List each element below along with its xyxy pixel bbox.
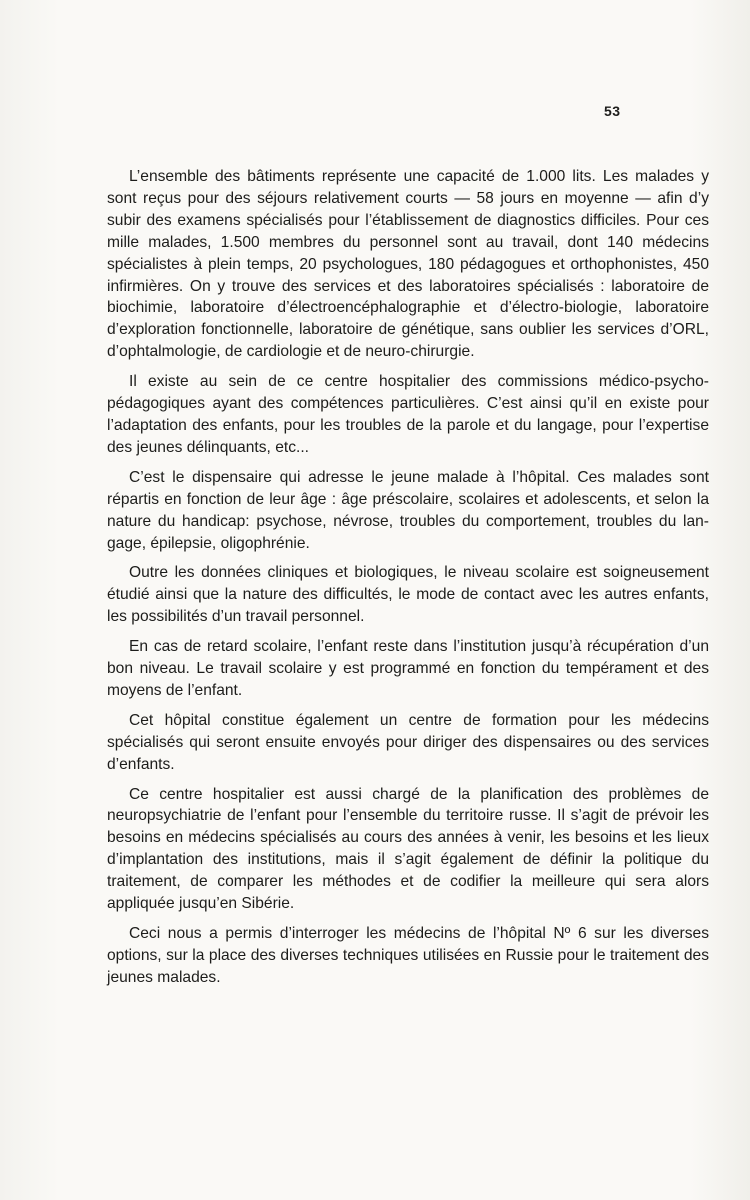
page-body [107,166,709,997]
paragraph-3: C’est le dispensaire qui adresse le jeune malade à l’hôpital. Ces malades sont répartis en fonction de leur âge : âge préscolaire, scolaires et adolescents, et selon la nature du handicap: psychose, névrose, troubles du comportement, troubles du langage, épilepsie, oligophrénie. [107,468,709,552]
paragraph-7: Ce centre hospitalier est aussi chargé de la planification des problèmes de neuropsychiatrie de l’enfant pour l’ensemble du territoire russe. Il s’agit de prévoir les besoins en médecins spécialisés au cours des années à venir, les besoins et les lieux d’implantation des institutions, mais il s’agit également de définir la politique du traitement, de comparer les méthodes et de codifier la meilleure qui sera alors appliquée jusqu’en Sibérie. [107,785,709,913]
paragraph-1: L’ensemble des bâtiments représente une capacité de 1.000 lits. Les malades y sont reçus pour des séjours relativement courts — 58 jours en moyenne — afin d’y subir des examens spécialisés pour l’établissement de diagnostics difficiles. Pour ces mille malades, 1.500 membres du personnel sont au travail, dont 140 médecins spécialistes à plein temps, 20 psychologues, 180 pédagogues et orthophonistes, 450 infirmières. On y trouve des services et des laboratoires spécialisés : laboratoire de biochimie, laboratoire d’électroencéphalographie et d’électro-biologie, laboratoire d’exploration fonctionnelle, laboratoire de génétique, sans oublier les services d’ORL, d’ophtalmologie, de cardiologie et de neuro-chirurgie. [107,168,709,361]
paragraph-5: En cas de retard scolaire, l’enfant reste dans l’institution jusqu’à récupération d’un bon niveau. Le travail scolaire y est programmé en fonction du tempérament et des moyens de l’enfant. [107,638,709,699]
paragraph-2: Il existe au sein de ce centre hospitalier des commissions médico-psycho-pédagogiques ayant des compétences particulières. C’est ainsi qu’il en existe pour l’adaptation des enfants, pour les troubles de la parole et du langage, pour l’expertise des jeunes délinquants, etc... [107,373,709,456]
paragraph-6: Cet hôpital constitue également un centre de formation pour les médecins spécialisés qui seront ensuite envoyés pour diriger des dispensaires ou des services d’enfants. [107,711,709,773]
paragraph-4: Outre les données cliniques et biologiques, le niveau scolaire est soigneusement étudié ainsi que la nature des difficultés, le mode de contact avec les autres enfants, les possibilités d’un travail personnel. [107,564,709,626]
page-number: 53 [604,103,621,119]
paragraph-8: Ceci nous a permis d’interroger les médecins de l’hôpital Nº 6 sur les diverses options, sur la place des diverses techniques utilisées en Russie pour le traitement des jeunes malades. [107,925,709,986]
